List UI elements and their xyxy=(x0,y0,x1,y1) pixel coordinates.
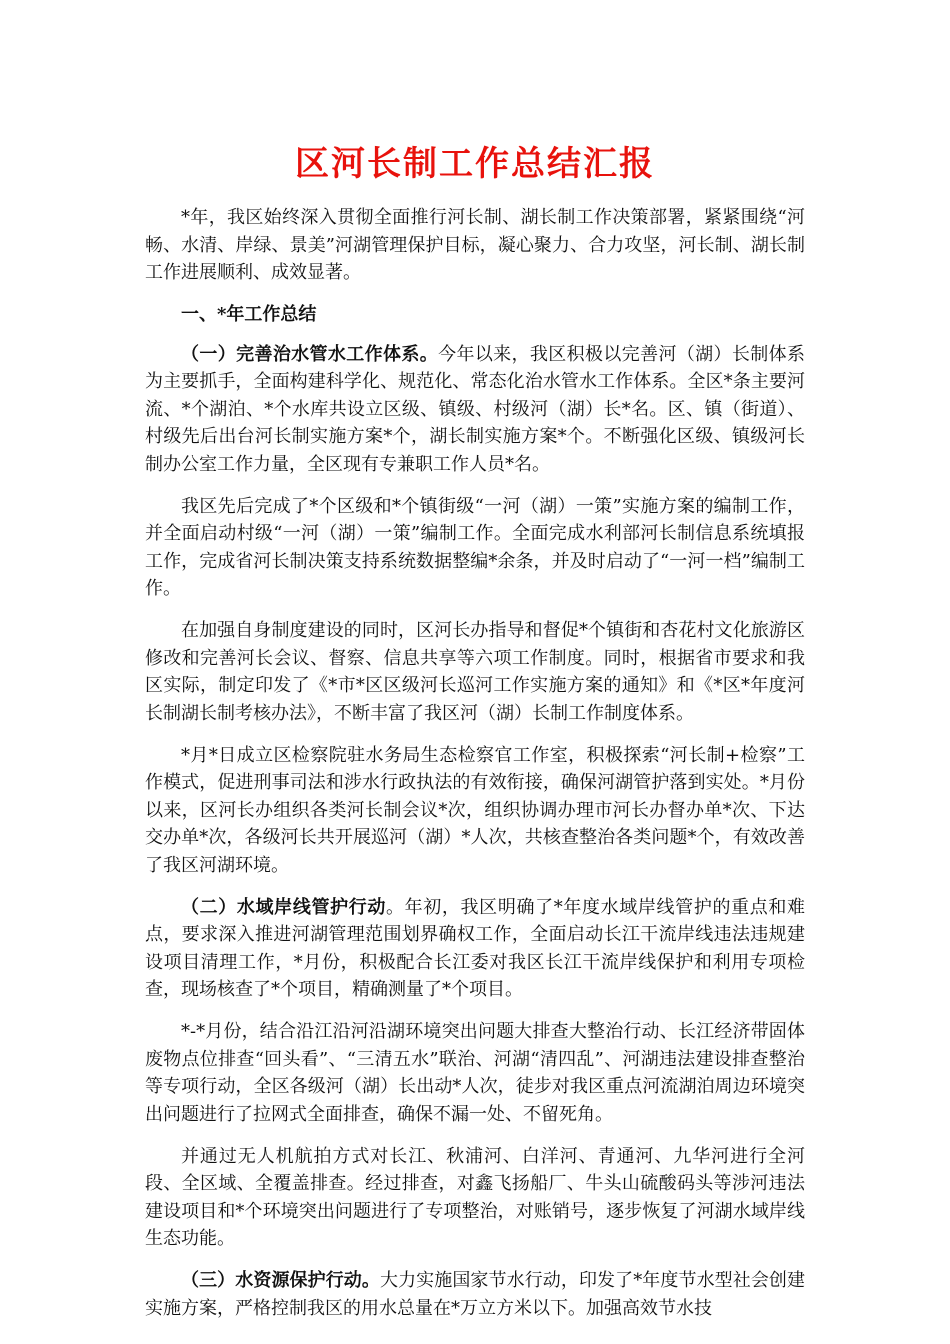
paragraph-s1-p4: *月*日成立区检察院驻水务局生态检察官工作室，积极探索“河长制+检察”工作模式，促进刑事司法和涉水行政执法的有效衔接，确保河湖管护落到实处。*月份以来，区河长办组织各类河长制会议*次，组织协调办理市河长办督办单*次、下达交办单*次，各级河长共开展巡河（湖）*人次，共核查整治各类问题*个，有效改善了我区河湖环境。 xyxy=(145,744,805,876)
paragraph-s2-p2: *-*月份，结合沿江沿河沿湖环境突出问题大排查大整治行动、长江经济带固体废物点位排查“回头看”、“三清五水”联治、河湖“清四乱”、河湖违法建设排查整治等专项行动，全区各级河（湖）长出动*人次，徒步对我区重点河流湖泊周边环境突出问题进行了拉网式全面排查，确保不漏一处、不留死角。 xyxy=(145,1021,805,1125)
document-title: 区河长制工作总结汇报 xyxy=(295,144,655,184)
paragraph-s2-p1 xyxy=(145,894,805,1004)
subsection-lead: （二）水域岸线管护行动 xyxy=(181,896,386,918)
paragraph-s2-p3: 并通过无人机航拍方式对长江、秋浦河、白洋河、青通河、九华河进行全河段、全区域、全覆盖排查。经过排查，对鑫飞扬船厂、牛头山硫酸码头等涉河违法建设项目和*个环境突出问题进行了专项整治，对账销号，逐步恢复了河湖水域岸线生态功能。 xyxy=(145,1145,805,1249)
paragraph-s1-p3: 在加强自身制度建设的同时，区河长办指导和督促*个镇街和杏花村文化旅游区修改和完善河长会议、督察、信息共享等六项工作制度。同时，根据省市要求和我区实际，制定印发了《*市*区区级河长巡河工作实施方案的通知》和《*区*年度河长制湖长制考核办法》，不断丰富了我区河（湖）长制工作制度体系。 xyxy=(145,620,805,724)
section-heading: 一、*年工作总结 xyxy=(181,304,317,325)
subsection-lead: （一）完善治水管水工作体系。 xyxy=(181,343,439,365)
paragraph-text: 今年以来，我区积极以完善河（湖）长制体系为主要抓手，全面构建科学化、规范化、常态化治水管水工作体系。全区*条主要河流、*个湖泊、*个水库共设立区级、镇级、村级河（湖）长*名。区、镇（街道）、村级先后出台河长制实施方案*个，湖长制实施方案*个。不断强化区级、镇级河长制办公室工作力量，全区现有专兼职工作人员*名。 xyxy=(145,343,806,475)
paragraph-text: 。年初，我区明确了*年度水域岸线管护的重点和难点，要求深入推进河湖管理范围划界确权工作，全面启动长江干流岸线违法违规建设项目清理工作，*月份，积极配合长江委对我区长江干流岸线保护和利用专项检查，现场核查了*个项目，精确测量了*个项目。 xyxy=(145,896,805,1000)
intro-paragraph: *年，我区始终深入贯彻全面推行河长制、湖长制工作决策部署，紧紧围绕“河畅、水清、岸绿、景美”河湖管理保护目标，凝心聚力、合力攻坚，河长制、湖长制工作进展顺利、成效显著。 xyxy=(145,207,805,283)
paragraph-text: 大力实施国家节水行动，印发了*年度节水型社会创建实施方案，严格控制我区的用水总量在*万立方米以下。加强高效节水技 xyxy=(145,1270,806,1319)
paragraph-s1-p2: 我区先后完成了*个区级和*个镇街级“一河（湖）一策”实施方案的编制工作，并全面启动村级“一河（湖）一策”编制工作。全面完成水利部河长制信息系统填报工作，完成省河长制决策支持系统数据整编*余条，并及时启动了“一河一档”编制工作。 xyxy=(145,495,805,599)
paragraph-s3-p1 xyxy=(145,1267,805,1322)
paragraph-s1-p1 xyxy=(145,341,805,479)
subsection-lead: （三）水资源保护行动。 xyxy=(181,1270,380,1291)
document-page xyxy=(145,132,805,1337)
